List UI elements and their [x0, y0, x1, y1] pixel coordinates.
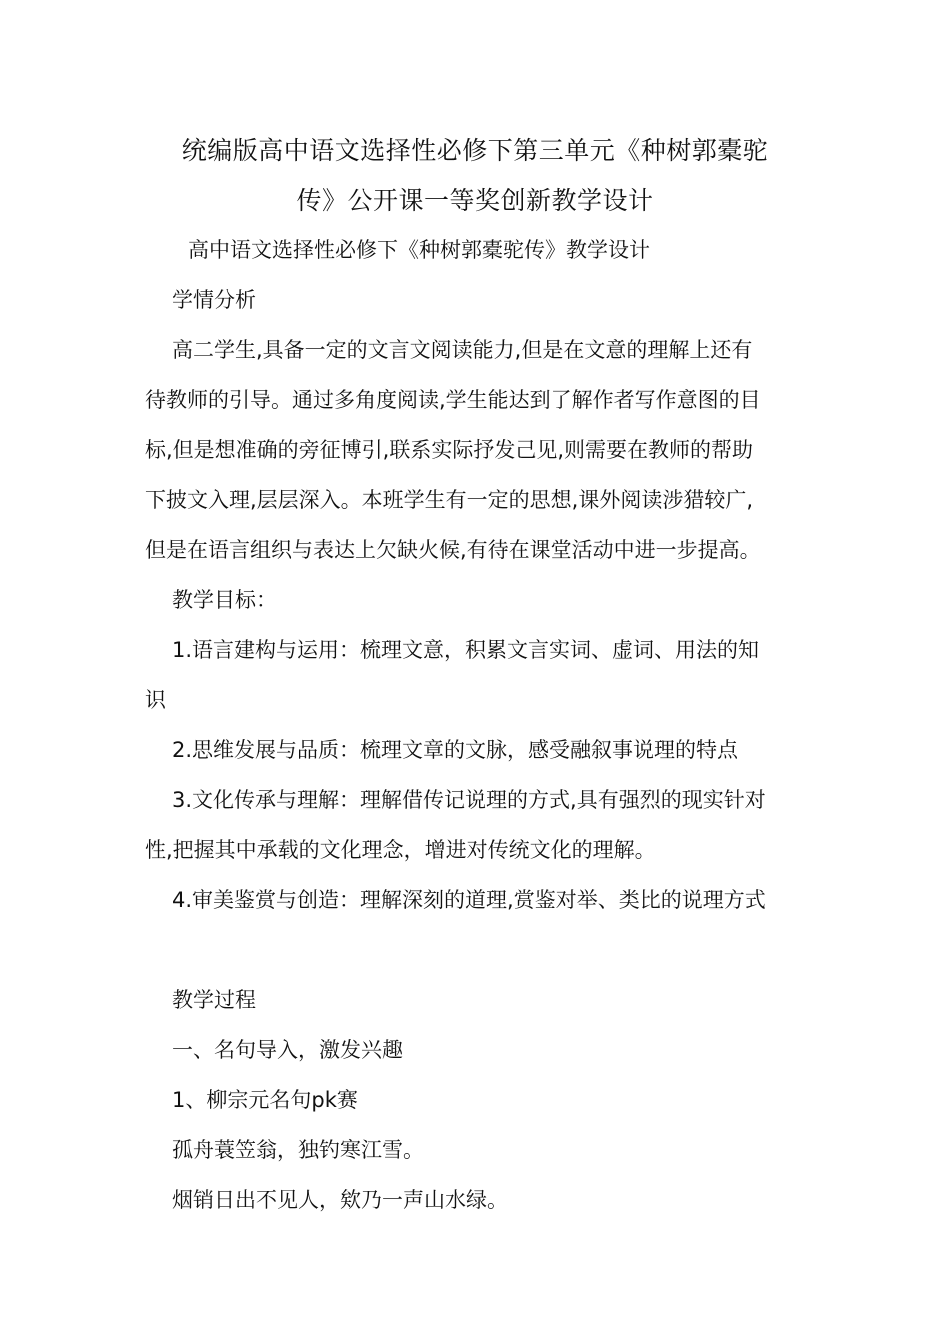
goal-item-1: 1.语言建构与运用：梳理文意，积累文言实词、虚词、用法的知	[172, 638, 760, 662]
paragraph-line: 高二学生,具备一定的文言文阅读能力,但是在文意的理解上还有	[172, 338, 753, 362]
goal-item-3: 3.文化传承与理解：理解借传记说理的方式,具有强烈的现实针对	[172, 788, 766, 812]
paragraph-line: 但是在语言组织与表达上欠缺火候,有待在课堂活动中进一步提高。	[145, 538, 761, 562]
step-subheading-1: 1、柳宗元名句pk赛	[172, 1088, 358, 1112]
goal-item-2: 2.思维发展与品质：梳理文章的文脉，感受融叙事说理的特点	[172, 738, 739, 762]
paragraph-line: 待教师的引导。通过多角度阅读,学生能达到了解作者写作意图的目	[145, 388, 761, 412]
poem-quote-2: 烟销日出不见人，欸乃一声山水绿。	[172, 1188, 508, 1212]
document-subtitle: 高中语文选择性必修下《种树郭橐驼传》教学设计	[188, 238, 650, 262]
document-title-line1: 统编版高中语文选择性必修下第三单元《种树郭橐驼	[181, 136, 769, 165]
goal-item-4: 4.审美鉴赏与创造：理解深刻的道理,赏鉴对举、类比的说理方式	[172, 888, 766, 912]
goal-item-1-continued: 识	[145, 688, 166, 712]
step-heading-1: 一、名句导入，激发兴趣	[172, 1038, 403, 1062]
section-heading-analysis: 学情分析	[172, 288, 256, 312]
paragraph-line: 下披文入理,层层深入。本班学生有一定的思想,课外阅读涉猎较广,	[145, 488, 754, 512]
section-heading-process: 教学过程	[172, 988, 256, 1012]
goal-item-3-continued: 性,把握其中承载的文化理念，增进对传统文化的理解。	[145, 838, 656, 862]
document-title-line2: 传》公开课一等奖创新教学设计	[296, 186, 654, 215]
poem-quote-1: 孤舟蓑笠翁，独钓寒江雪。	[172, 1138, 424, 1162]
section-heading-goals: 教学目标：	[172, 588, 277, 612]
paragraph-line: 标,但是想准确的旁征博引,联系实际抒发己见,则需要在教师的帮助	[145, 438, 754, 462]
